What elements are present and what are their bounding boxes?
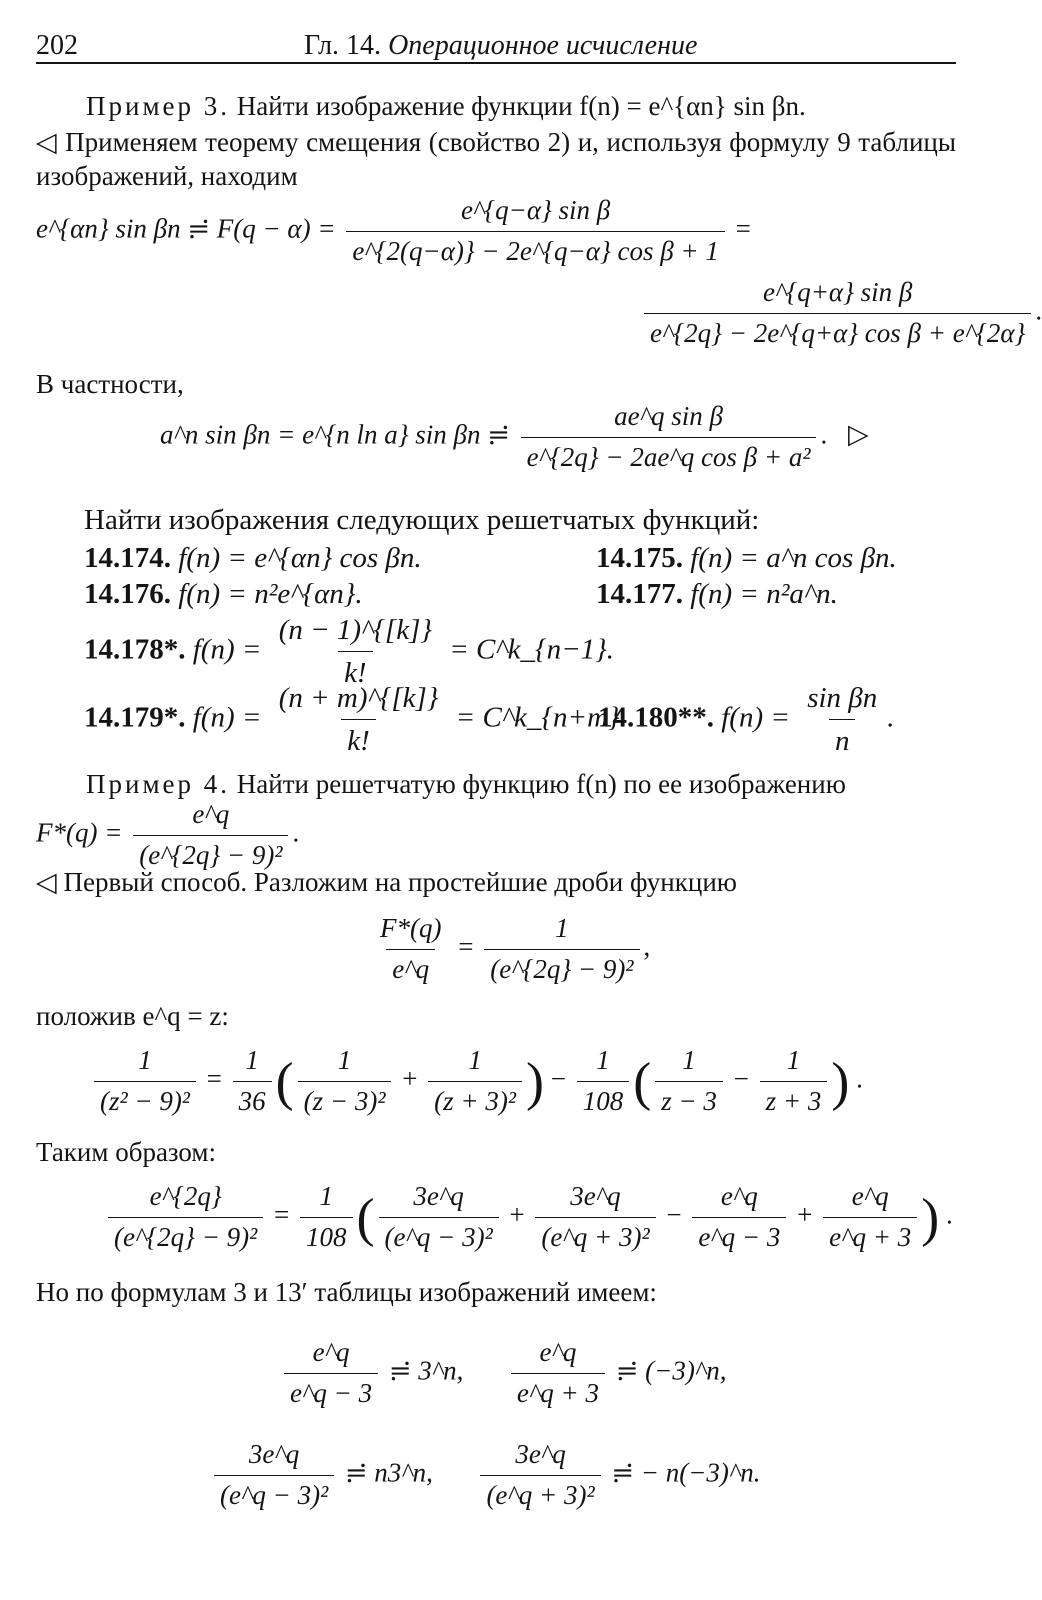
example4-task: Найти решетчатую функцию f(n) по ее изображению <box>236 769 846 799</box>
equation-decomposition-q: $\frac{e\^{}\{2q\}}{\text{(e\textasciicircum{}\{2q\} − 9)²}}$ = $\frac{1}{108}$ ( $\frac{3e\^{}q}{\text{(e\textasciicircum{}q − 3)²}}$ + $\frac{3e\^{}q}{\text{(e\textasciicircum{}q + 3)²}}$ − $\frac{e\^{}q}{e\^{}q - 3}$ + $\frac{e\^{}q}{e\^{}q + 3}$ ) . <box>104 1180 953 1255</box>
exercise-14-174: 14.174. f(n) = e^{αn} cos βn. <box>84 542 422 574</box>
example3-formula-line2: $\frac{\text{e\textasciicircum{}\{q+α\} sin β}}{\text{e\textasciicircum{}\{2q\} − 2e\textasciicircum{}\{q+α\} cos β + e\textasciicircum{}\{2α\}}}$ . <box>640 276 1042 351</box>
exercises-heading: Найти изображения следующих решетчатых функций: <box>84 504 760 536</box>
exercise-14-178: 14.178*. f(n) = $\frac{(n - 1)\^{}\{[k]\}}{k!}$ = C^k_{n−1}. <box>84 612 614 692</box>
method1-text: ◁ Первый способ. Разложим на простейшие дроби функцию <box>36 867 737 897</box>
example4-statement <box>36 768 956 802</box>
formulas-note-text: Но по формулам 3 и 13′ таблицы изображений имеем: <box>36 1277 657 1307</box>
example3-task: Найти изображение функции f(n) = e^{αn} sin βn. <box>236 91 806 121</box>
example3-statement <box>36 90 956 124</box>
fraction-result: $\frac{\text{e\textasciicircum{}\{q+α\} sin β}}{\text{e\textasciicircum{}\{2q\} − 2e\textasciicircum{}\{q+α\} cos β + e\textasciicircum{}\{2α\}}}$ <box>644 276 1031 351</box>
exercise-14-176: 14.176. f(n) = n²e^{αn}. <box>84 578 363 610</box>
chapter-title: Операционное исчисление <box>388 30 698 61</box>
exercise-14-180: 14.180**. f(n) = $\frac{\text{sin βn}}{n}$ . <box>598 680 895 760</box>
in-particular-text: В частности, <box>36 369 184 399</box>
example3-intro: ◁ Применяем теорему смещения (свойство 2) и, используя формулу 9 таблицы изображений, находим <box>36 127 956 191</box>
exercise-14-179: 14.179*. f(n) = $\frac{(n + m)\^{}\{[k]\}}{k!}$ = C^k_{n+m}. <box>84 680 627 760</box>
fraction-particular: $\frac{\text{ae\textasciicircum{}q sin β}}{\text{e\textasciicircum{}\{2q\} − 2ae\textasciicircum{}q cos β + a²}}$ <box>521 400 817 475</box>
substitution-text: положив e^q = z: <box>36 1001 229 1031</box>
example3-particular-formula: a^n sin βn = e^{n ln a} sin βn ≓ $\frac{\text{ae\textasciicircum{}q sin β}}{\text{e\textasciicircum{}\{2q\} − 2ae\textasciicircum{}q cos β + a²}}$ . ▷ <box>160 400 869 475</box>
end-of-solution-mark: ▷ <box>847 419 869 450</box>
example4-image-formula: F*(q) = $\frac{e\^{}q}{\text{(e\textasciicircum{}\{2q\} − 9)²}}$ . <box>36 798 299 873</box>
correspondence-row-1: $\frac{e\^{}q}{e\^{}q - 3}$ ≓ 3^n, $\frac{e\^{}q}{e\^{}q + 3}$ ≓ (−3)^n, <box>280 1336 726 1411</box>
example3-label: Пример 3. <box>86 91 231 121</box>
example3-formula-line1: e^{αn} sin βn ≓ F(q − α) = $\frac{\text{e\textasciicircum{}\{q−α\} sin β}}{\text{e\textasciicircum{}\{2(q−α)\} − 2e\textasciicircum{}\{q−α\} cos β + 1}}$ = <box>36 194 751 269</box>
fraction-shift: $\frac{\text{e\textasciicircum{}\{q−α\} sin β}}{\text{e\textasciicircum{}\{2(q−α)\} − 2e\textasciicircum{}\{q−α\} cos β + 1}}$ <box>346 194 725 269</box>
example4-label: Пример 4. <box>86 769 231 799</box>
running-head <box>304 28 697 63</box>
exercise-14-177: 14.177. f(n) = n²a^n. <box>596 578 838 610</box>
header-rule <box>36 62 956 64</box>
page-number: 202 <box>36 30 78 61</box>
formula-lhs: e^{αn} sin βn ≓ F(q − α) = <box>36 213 336 244</box>
thus-text: Таким образом: <box>36 1137 217 1167</box>
correspondence-row-2: $\frac{3e\^{}q}{\text{(e\textasciicircum{}q − 3)²}}$ ≓ n3^n, $\frac{3e\^{}q}{\text{(e\textasciicircum{}q + 3)²}}$ ≓ − n(−3)^n. <box>210 1438 761 1513</box>
chapter-number: Гл. 14. <box>304 30 382 61</box>
exercise-14-175: 14.175. f(n) = a^n cos βn. <box>596 542 897 574</box>
equation-decomposition-z: $\frac{1}{\text{(z² − 9)²}}$ = $\frac{1}{36}$ ( $\frac{1}{\text{(z − 3)²}}$ + $\frac{1}{\text{(z + 3)²}}$ ) − $\frac{1}{108}$ ( $\frac{1}{z - 3}$ − $\frac{1}{z + 3}$ ) . <box>90 1044 863 1119</box>
equation-partial-fractions-setup: $\frac{F*(q)}{e\^{}q}$ = $\frac{1}{\text{(e\textasciicircum{}\{2q\} − 9)²}}$ , <box>370 912 650 987</box>
